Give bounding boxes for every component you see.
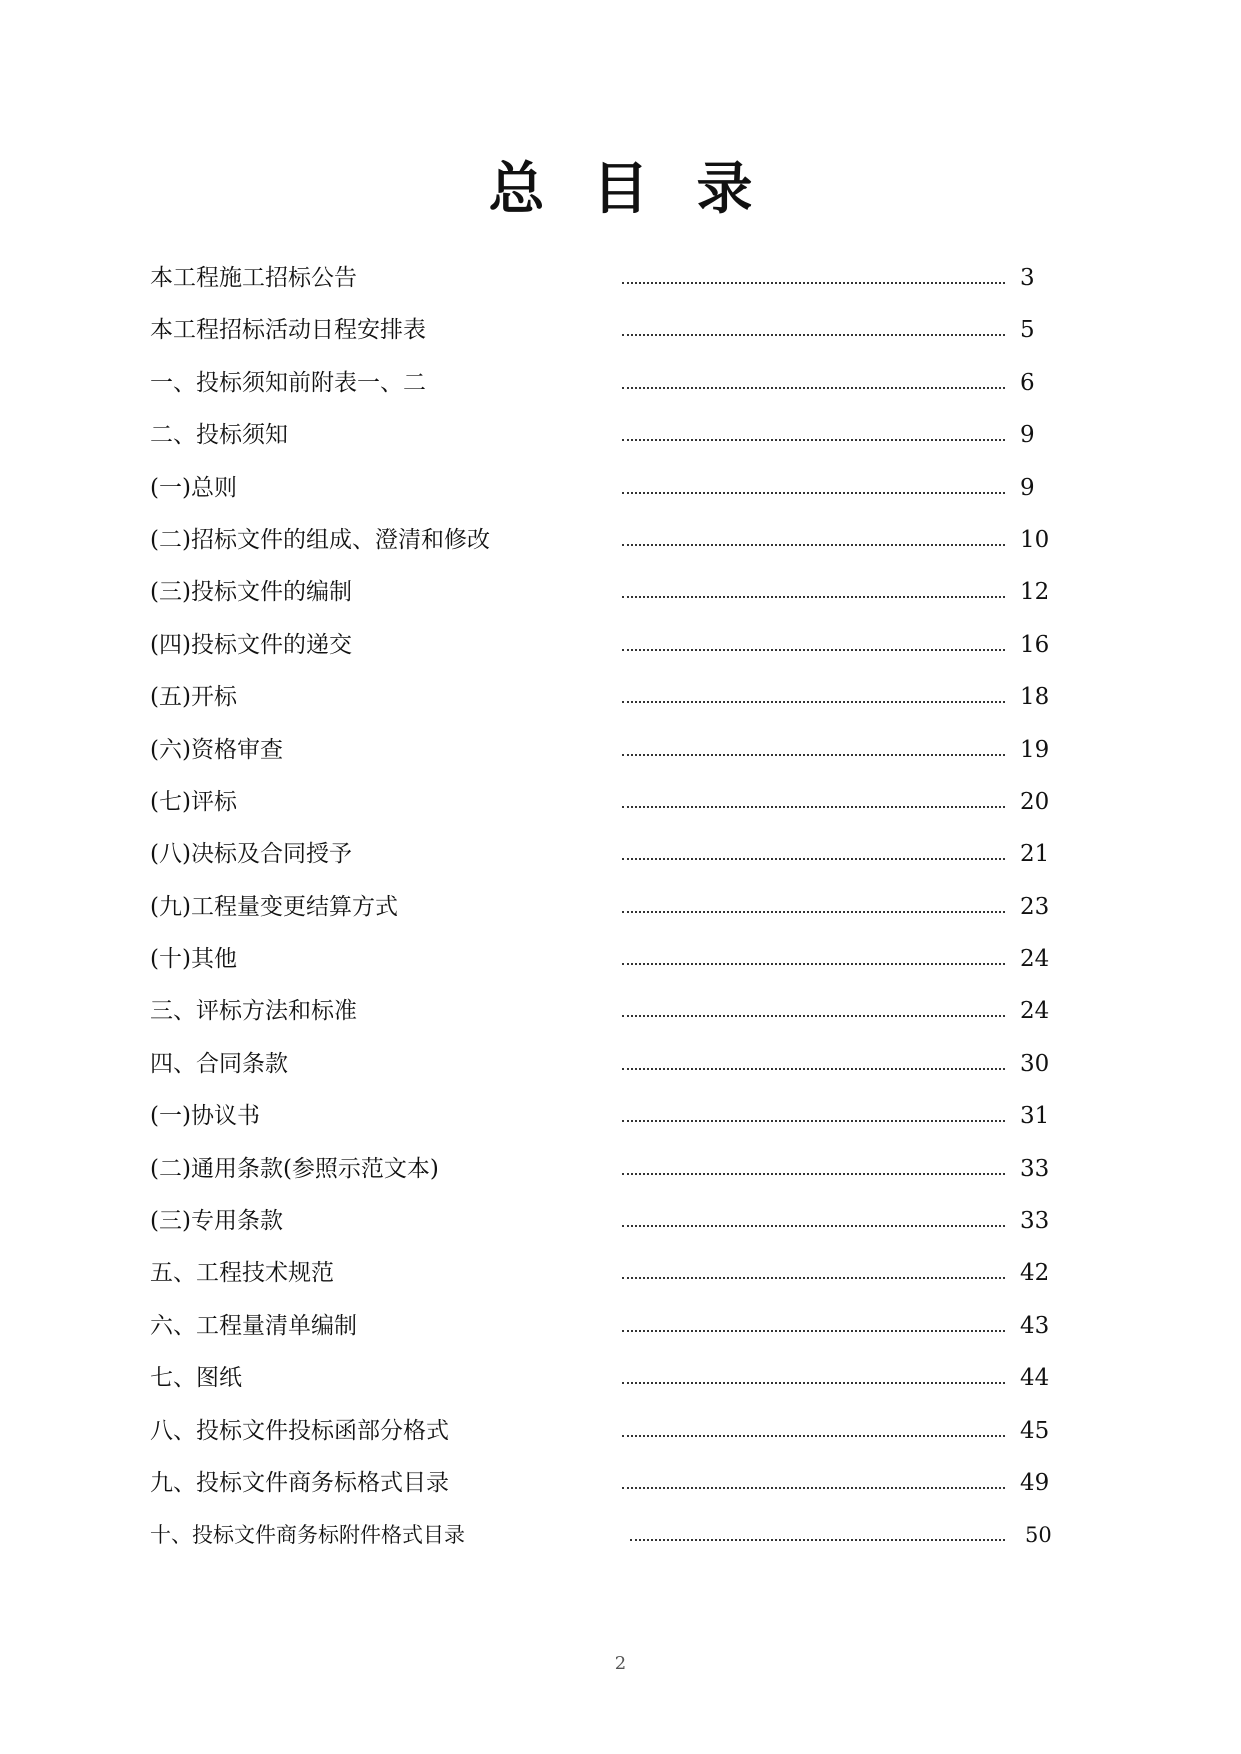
toc-entry-page: 19 [1020,736,1050,763]
toc-entry[interactable] [150,724,1070,776]
dot-leader [622,439,1005,441]
toc-entry-label: (六)资格审查 [150,736,283,763]
toc-entry[interactable] [150,304,1070,356]
toc-entry-label: 五、工程技术规范 [150,1260,334,1287]
toc-entry-label: 一、投标须知前附表一、二 [150,369,426,396]
toc-entry[interactable] [150,357,1070,409]
toc-entry-page: 3 [1020,265,1035,291]
toc-entry-page: 44 [1020,1365,1050,1392]
toc-entry[interactable] [150,1300,1070,1352]
toc-entry[interactable] [150,566,1070,618]
toc-entry[interactable] [150,462,1070,514]
dot-leader [622,806,1005,808]
toc-entry-label: (八)决标及合同授予 [150,841,352,868]
toc-entry[interactable] [150,619,1070,671]
toc-entry[interactable] [150,671,1070,723]
toc-entry-label: 九、投标文件商务标格式目录 [150,1469,449,1496]
toc-title: 总目录 [488,157,801,222]
dot-leader [622,596,1005,598]
toc-entry-page: 12 [1020,579,1050,606]
dot-leader [622,1487,1005,1489]
toc-entry[interactable] [150,1509,1070,1561]
dot-leader [622,387,1005,389]
toc-entry-page: 24 [1020,998,1050,1025]
toc-entry-label: (五)开标 [150,684,237,711]
toc-entry-page: 45 [1020,1417,1050,1444]
toc-entry-label: 本工程施工招标公告 [150,265,357,291]
toc-entry[interactable] [150,252,1070,304]
toc-entry[interactable] [150,1090,1070,1142]
toc-entry-page: 23 [1020,893,1050,920]
dot-leader [622,1120,1005,1122]
toc-entry-page: 5 [1020,317,1035,344]
toc-entry-label: 六、工程量清单编制 [150,1312,357,1339]
table-of-contents [150,252,1070,1562]
toc-entry-page: 43 [1020,1312,1050,1339]
dot-leader [622,911,1005,913]
toc-entry-page: 10 [1020,526,1050,553]
toc-entry-label: (一)协议书 [150,1103,260,1130]
toc-entry-page: 33 [1020,1155,1050,1182]
toc-entry-label: 七、图纸 [150,1365,242,1392]
toc-entry-label: (九)工程量变更结算方式 [150,893,398,920]
dot-leader [622,1068,1005,1070]
toc-entry-label: (一)总则 [150,474,237,501]
dot-leader [622,1015,1005,1017]
toc-entry-label: (二)通用条款(参照示范文本) [150,1155,439,1182]
dot-leader [622,1277,1005,1279]
toc-entry[interactable] [150,514,1070,566]
toc-entry[interactable] [150,985,1070,1037]
toc-entry-page: 42 [1020,1260,1050,1287]
toc-entry-label: (二)招标文件的组成、澄清和修改 [150,526,490,553]
toc-entry-page: 20 [1020,788,1050,815]
toc-entry[interactable] [150,1352,1070,1404]
dot-leader [622,1435,1005,1437]
toc-entry[interactable] [150,1038,1070,1090]
toc-entry[interactable] [150,1143,1070,1195]
dot-leader [622,701,1005,703]
toc-entry[interactable] [150,776,1070,828]
dot-leader [622,544,1005,546]
dot-leader [622,282,1005,284]
toc-entry[interactable] [150,933,1070,985]
dot-leader [622,1225,1005,1227]
toc-entry-page: 9 [1020,422,1035,449]
dot-leader [630,1539,1005,1541]
toc-entry-page: 49 [1020,1469,1050,1496]
dot-leader [622,1382,1005,1384]
toc-entry-label: 四、合同条款 [150,1050,288,1077]
toc-entry-page: 18 [1020,684,1050,711]
dot-leader [622,649,1005,651]
page-number: 2 [614,1653,627,1674]
toc-entry[interactable] [150,881,1070,933]
toc-entry-page: 50 [1025,1523,1052,1548]
toc-entry-page: 33 [1020,1208,1050,1235]
toc-entry-label: (七)评标 [150,788,237,815]
dot-leader [622,754,1005,756]
dot-leader [622,963,1005,965]
toc-entry-label: 本工程招标活动日程安排表 [150,317,426,344]
toc-entry-page: 16 [1020,631,1050,658]
toc-entry-label: 十、投标文件商务标附件格式目录 [150,1523,465,1548]
dot-leader [622,492,1005,494]
toc-entry-label: 三、评标方法和标准 [150,998,357,1025]
toc-entry-page: 9 [1020,474,1035,501]
toc-entry-label: (四)投标文件的递交 [150,631,352,658]
toc-entry-label: 二、投标须知 [150,422,288,449]
dot-leader [622,1330,1005,1332]
toc-entry-page: 21 [1020,841,1050,868]
toc-entry-label: (三)专用条款 [150,1208,283,1235]
dot-leader [622,1173,1005,1175]
toc-entry[interactable] [150,1457,1070,1509]
toc-entry-label: 八、投标文件投标函部分格式 [150,1417,449,1444]
toc-entry-page: 24 [1020,946,1050,973]
toc-entry-label: (三)投标文件的编制 [150,579,352,606]
toc-entry[interactable] [150,828,1070,880]
toc-entry-page: 31 [1020,1103,1050,1130]
dot-leader [622,858,1005,860]
toc-entry[interactable] [150,1405,1070,1457]
toc-entry-page: 6 [1020,369,1035,396]
toc-entry[interactable] [150,1195,1070,1247]
toc-entry[interactable] [150,409,1070,461]
toc-entry-page: 30 [1020,1050,1050,1077]
dot-leader [622,334,1005,336]
toc-entry-label: (十)其他 [150,946,237,973]
toc-entry[interactable] [150,1247,1070,1299]
